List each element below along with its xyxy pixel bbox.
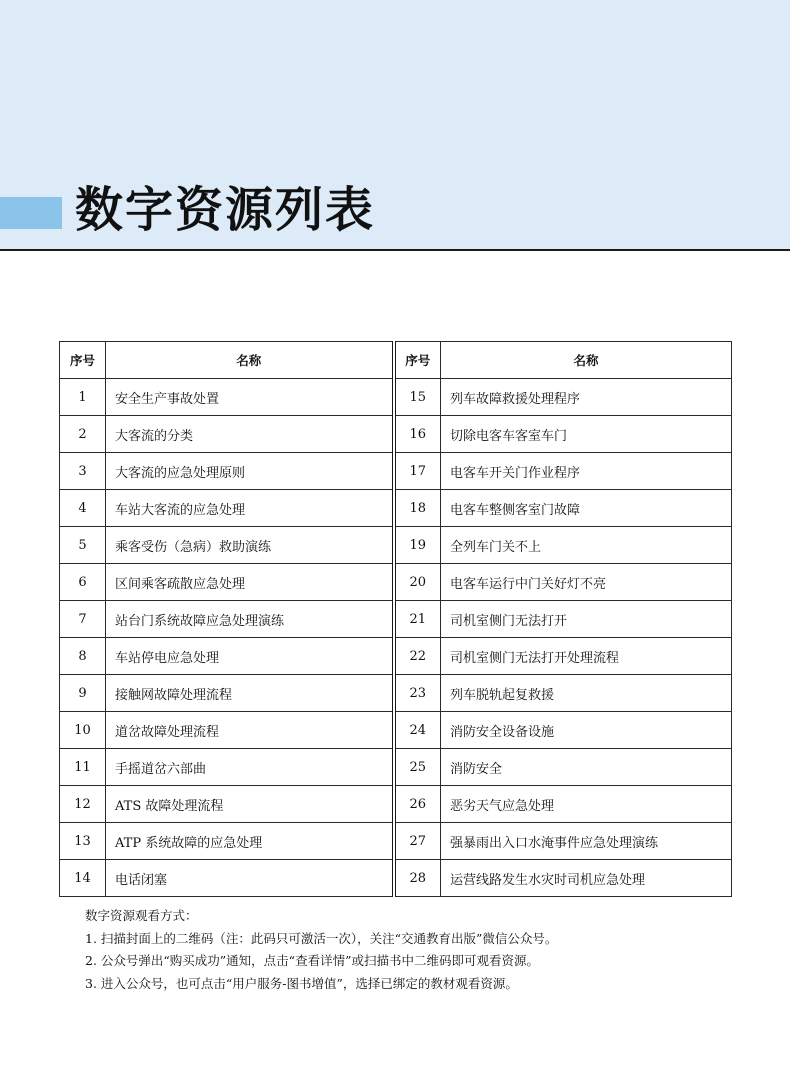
row-index: 9 bbox=[60, 675, 106, 712]
table-row bbox=[60, 379, 732, 416]
table-row bbox=[60, 453, 732, 490]
row-index: 5 bbox=[60, 527, 106, 564]
table-row bbox=[60, 527, 732, 564]
row-name: 司机室侧门无法打开处理流程 bbox=[441, 638, 732, 675]
instruction-item: 3. 进入公众号，也可点击“用户服务-图书增值”，选择已绑定的教材观看资源。 bbox=[85, 975, 518, 991]
row-index: 28 bbox=[394, 860, 441, 897]
row-index: 15 bbox=[394, 379, 441, 416]
column-header-name: 名称 bbox=[106, 342, 394, 379]
table-header-row bbox=[60, 342, 732, 379]
viewing-instructions bbox=[85, 905, 765, 995]
row-index: 2 bbox=[60, 416, 106, 453]
row-index: 10 bbox=[60, 712, 106, 749]
row-index: 22 bbox=[394, 638, 441, 675]
row-index: 14 bbox=[60, 860, 106, 897]
instruction-item: 1. 扫描封面上的二维码（注：此码只可激活一次），关注“交通教育出版”微信公众号。 bbox=[85, 930, 558, 946]
row-index: 11 bbox=[60, 749, 106, 786]
table-row bbox=[60, 416, 732, 453]
row-name: 车站大客流的应急处理 bbox=[106, 490, 394, 527]
page-title: 数字资源列表 bbox=[75, 182, 376, 238]
row-index: 8 bbox=[60, 638, 106, 675]
row-index: 3 bbox=[60, 453, 106, 490]
row-index: 21 bbox=[394, 601, 441, 638]
table-row bbox=[60, 823, 732, 860]
title-accent-block bbox=[0, 197, 62, 229]
table-row bbox=[60, 638, 732, 675]
column-header-name: 名称 bbox=[441, 342, 732, 379]
row-name: 列车脱轨起复救援 bbox=[441, 675, 732, 712]
table-row bbox=[60, 564, 732, 601]
row-name: 大客流的分类 bbox=[106, 416, 394, 453]
row-index: 13 bbox=[60, 823, 106, 860]
row-index: 12 bbox=[60, 786, 106, 823]
instruction-item: 2. 公众号弹出“购买成功”通知，点击“查看详情”或扫描书中二维码即可观看资源。 bbox=[85, 953, 539, 968]
row-index: 26 bbox=[394, 786, 441, 823]
row-name: ATP 系统故障的应急处理 bbox=[106, 823, 394, 860]
row-name: 全列车门关不上 bbox=[441, 527, 732, 564]
row-name: 接触网故障处理流程 bbox=[106, 675, 394, 712]
row-name: 大客流的应急处理原则 bbox=[106, 453, 394, 490]
row-index: 27 bbox=[394, 823, 441, 860]
column-header-index: 序号 bbox=[394, 342, 441, 379]
resource-table bbox=[59, 341, 732, 897]
row-index: 1 bbox=[60, 379, 106, 416]
table-row bbox=[60, 712, 732, 749]
row-index: 4 bbox=[60, 490, 106, 527]
row-name: 强暴雨出入口水淹事件应急处理演练 bbox=[441, 823, 732, 860]
row-name: 切除电客车客室车门 bbox=[441, 416, 732, 453]
row-name: 乘客受伤（急病）救助演练 bbox=[106, 527, 394, 564]
row-name: 安全生产事故处置 bbox=[106, 379, 394, 416]
row-index: 7 bbox=[60, 601, 106, 638]
row-name: 电客车运行中门关好灯不亮 bbox=[441, 564, 732, 601]
row-index: 6 bbox=[60, 564, 106, 601]
row-name: 运营线路发生水灾时司机应急处理 bbox=[441, 860, 732, 897]
row-index: 23 bbox=[394, 675, 441, 712]
table-body bbox=[60, 379, 732, 897]
row-name: 电客车开关门作业程序 bbox=[441, 453, 732, 490]
instructions-heading: 数字资源观看方式： bbox=[85, 908, 198, 923]
row-name: 消防安全设备设施 bbox=[441, 712, 732, 749]
row-index: 24 bbox=[394, 712, 441, 749]
table-row bbox=[60, 675, 732, 712]
row-name: 电客车整侧客室门故障 bbox=[441, 490, 732, 527]
row-name: ATS 故障处理流程 bbox=[106, 786, 394, 823]
column-header-index: 序号 bbox=[60, 342, 106, 379]
table-row bbox=[60, 601, 732, 638]
row-name: 手摇道岔六部曲 bbox=[106, 749, 394, 786]
header-divider bbox=[0, 249, 790, 251]
row-name: 道岔故障处理流程 bbox=[106, 712, 394, 749]
row-index: 16 bbox=[394, 416, 441, 453]
row-index: 20 bbox=[394, 564, 441, 601]
row-name: 站台门系统故障应急处理演练 bbox=[106, 601, 394, 638]
row-name: 区间乘客疏散应急处理 bbox=[106, 564, 394, 601]
table-row bbox=[60, 786, 732, 823]
table-row bbox=[60, 490, 732, 527]
row-name: 列车故障救援处理程序 bbox=[441, 379, 732, 416]
row-name: 电话闭塞 bbox=[106, 860, 394, 897]
row-name: 恶劣天气应急处理 bbox=[441, 786, 732, 823]
row-name: 司机室侧门无法打开 bbox=[441, 601, 732, 638]
row-name: 车站停电应急处理 bbox=[106, 638, 394, 675]
row-index: 25 bbox=[394, 749, 441, 786]
row-index: 17 bbox=[394, 453, 441, 490]
table-row bbox=[60, 749, 732, 786]
row-name: 消防安全 bbox=[441, 749, 732, 786]
row-index: 18 bbox=[394, 490, 441, 527]
row-index: 19 bbox=[394, 527, 441, 564]
table-row bbox=[60, 860, 732, 897]
